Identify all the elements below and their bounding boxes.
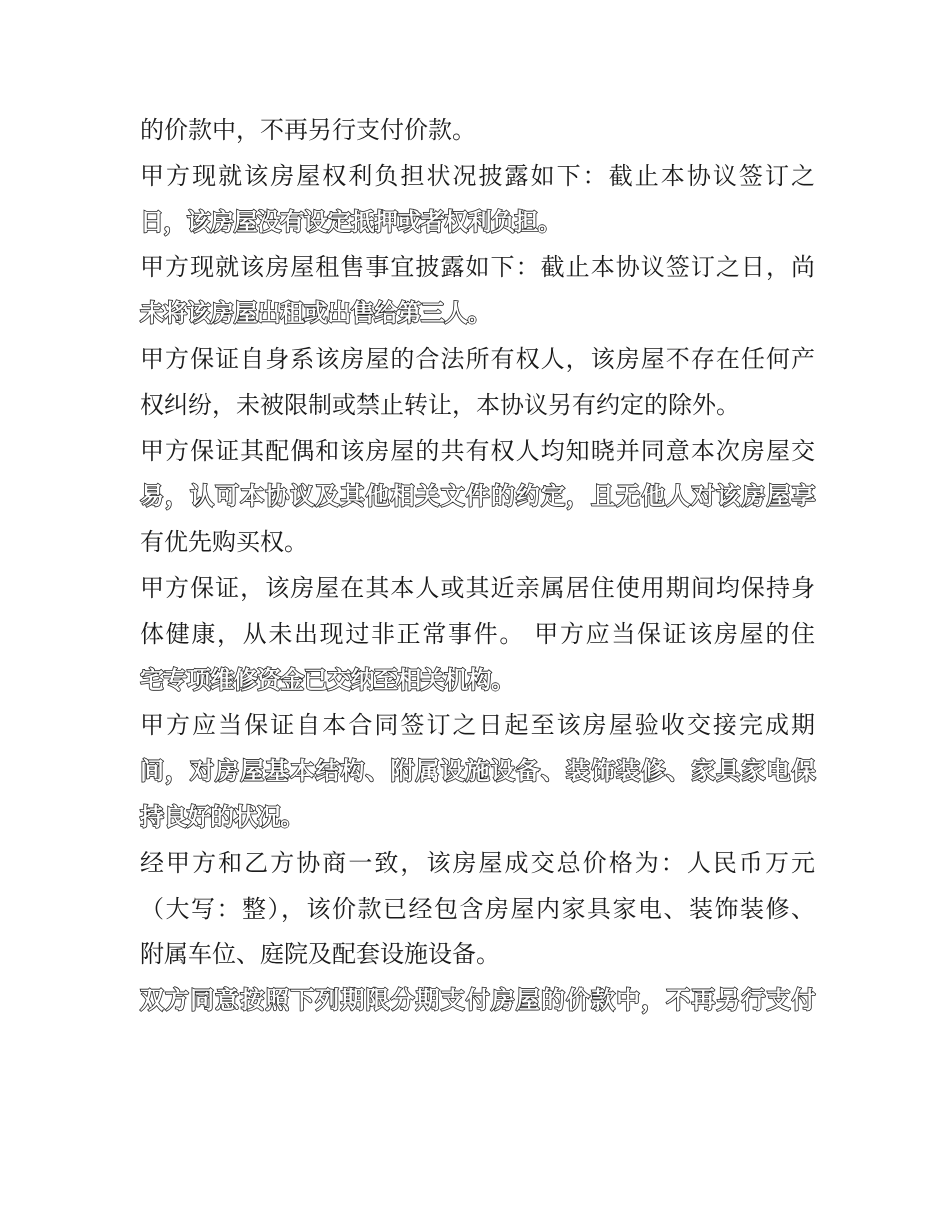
text-line: 甲方现就该房屋权利负担状况披露如下：截止本协议签订之 [140,161,815,190]
document-body [140,108,815,1024]
text-line: 甲方应当保证自本合同签订之日起至该房屋验收交接完成期 [140,711,815,740]
text-line: 体健康，从未出现过非正常事件。 甲方应当保证该房屋的住 [140,619,815,648]
text-line-outlined: 双方同意按照下列期限分期支付房屋的价款中，不再另行支付 [140,986,815,1015]
text-line-outlined: 易，认可本协议及其他相关文件的约定，且无他人对该房屋享 [140,482,815,511]
text-line: 甲方保证自身系该房屋的合法所有权人，该房屋不存在任何产 [140,344,815,373]
text-line: 甲方保证其配偶和该房屋的共有权人均知晓并同意本次房屋交 [140,436,815,465]
text-line-outlined: 日，该房屋没有设定抵押或者权利负担。 [140,207,562,236]
text-line: （大写：整），该价款已经包含房屋内家具家电、装饰装修、 [140,894,815,923]
text-line: 的价款中，不再另行支付价款。 [140,116,476,144]
text-line-outlined: 间，对房屋基本结构、附属设施设备、装饰装修、家具家电保 [140,757,815,786]
text-line-outlined: 未将该房屋出租或出售给第三人。 [140,299,491,328]
text-line: 经甲方和乙方协商一致，该房屋成交总价格为：人民币万元 [140,848,815,877]
text-line: 有优先购买权。 [140,528,308,557]
text-line: 权纠纷，未被限制或禁止转让，本协议另有约定的除外。 [140,390,740,419]
text-line: 附属车位、庭院及配套设施设备。 [140,940,500,969]
text-line: 甲方保证，该房屋在其本人或其近亲属居住使用期间均保持身 [140,573,815,602]
text-line-outlined: 宅专项维修资金已交纳至相关机构。 [140,665,515,694]
text-line-outlined: 持良好的状况。 [140,802,304,831]
text-line: 甲方现就该房屋租售事宜披露如下：截止本协议签订之日，尚 [140,253,815,282]
